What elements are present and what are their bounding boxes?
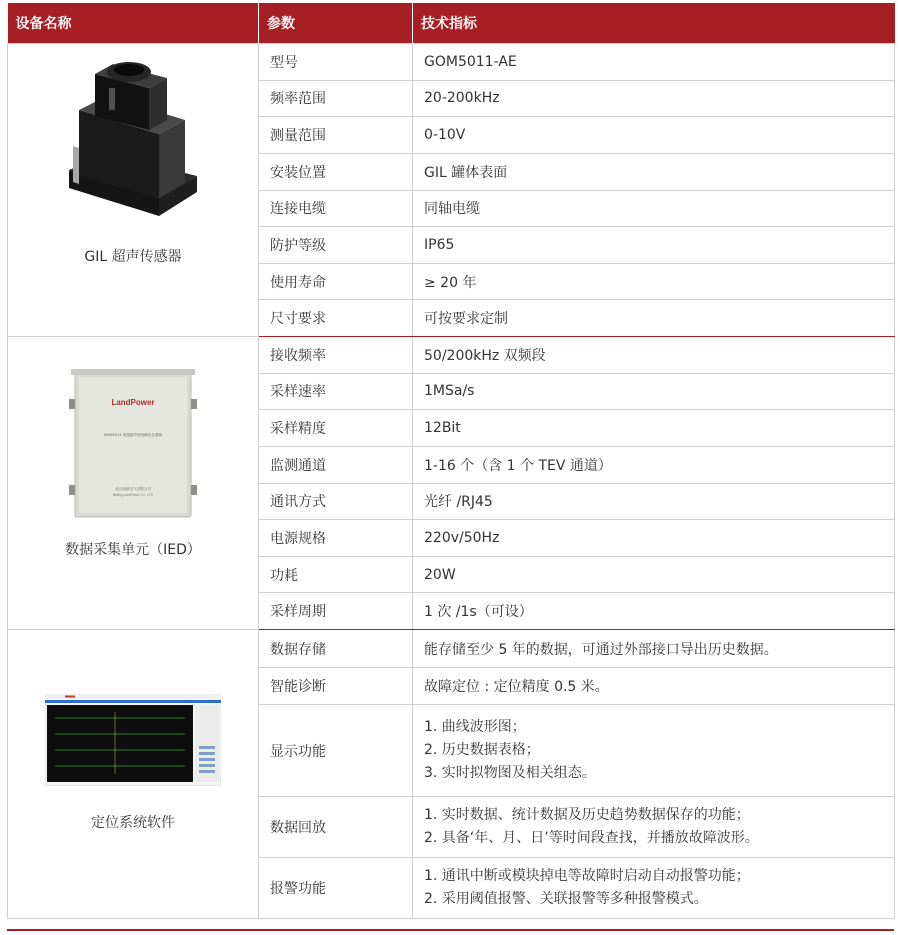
param-label: 接收频率 bbox=[259, 337, 413, 374]
param-label: 采样周期 bbox=[259, 593, 413, 630]
param-label: 频率范围 bbox=[259, 80, 413, 117]
param-value: 能存储至少 5 年的数据，可通过外部接口导出历史数据。 bbox=[413, 630, 895, 668]
device-name-ied: 数据采集单元（IED） bbox=[65, 542, 201, 558]
param-label: 采样速率 bbox=[259, 373, 413, 410]
cabinet-company: 北京朗德电气有限公司 bbox=[115, 487, 151, 491]
device-name-software: 定位系统软件 bbox=[91, 815, 175, 831]
param-value: 20-200kHz bbox=[413, 80, 895, 117]
device-cell-sensor bbox=[8, 44, 259, 337]
device-cell-ied bbox=[8, 337, 259, 630]
param-label: 防护等级 bbox=[259, 227, 413, 264]
software-screenshot-image bbox=[45, 694, 221, 786]
param-value: GOM5011-AE bbox=[413, 44, 895, 81]
param-label: 测量范围 bbox=[259, 117, 413, 154]
ultrasonic-sensor-image bbox=[63, 58, 203, 230]
param-label: 使用寿命 bbox=[259, 263, 413, 300]
header-spec: 技术指标 bbox=[413, 3, 895, 44]
bottom-divider bbox=[7, 929, 894, 931]
param-label: 电源规格 bbox=[259, 520, 413, 557]
param-value-line: 1. 通讯中断或模块掉电等故障时启动自动报警功能； bbox=[424, 868, 750, 885]
param-value: GIL 罐体表面 bbox=[413, 153, 895, 190]
param-value: ≥ 20 年 bbox=[413, 263, 895, 300]
param-value-line: 3. 实时拟物图及相关组态。 bbox=[424, 765, 596, 782]
spec-table bbox=[7, 3, 895, 919]
param-value-line: 2. 采用阈值报警、关联报警等多种报警模式。 bbox=[424, 891, 708, 908]
table-row bbox=[8, 44, 895, 81]
cabinet-brand: LandPower bbox=[111, 398, 155, 407]
param-label: 采样精度 bbox=[259, 410, 413, 447]
param-value bbox=[413, 705, 895, 797]
param-label: 报警功能 bbox=[259, 858, 413, 919]
param-value: 1MSa/s bbox=[413, 373, 895, 410]
param-value bbox=[413, 797, 895, 858]
param-label: 型号 bbox=[259, 44, 413, 81]
table-row bbox=[8, 337, 895, 374]
param-value: 220v/50Hz bbox=[413, 520, 895, 557]
table-header bbox=[8, 3, 895, 44]
param-value: 1 次 /1s（可设） bbox=[413, 593, 895, 630]
param-value: 1-16 个（含 1 个 TEV 通道） bbox=[413, 446, 895, 483]
param-label: 数据回放 bbox=[259, 797, 413, 858]
cabinet-company-en: Beijing LandPower Co., LTD bbox=[113, 493, 153, 497]
param-label: 尺寸要求 bbox=[259, 300, 413, 337]
param-label: 监测通道 bbox=[259, 446, 413, 483]
param-label: 连接电缆 bbox=[259, 190, 413, 227]
ied-cabinet-image bbox=[67, 369, 199, 521]
device-cell-software bbox=[8, 630, 259, 919]
param-value-line: 1. 实时数据、统计数据及历史趋势数据保存的功能； bbox=[424, 807, 750, 824]
header-device-name: 设备名称 bbox=[8, 3, 259, 44]
param-label: 功耗 bbox=[259, 556, 413, 593]
param-label: 显示功能 bbox=[259, 705, 413, 797]
param-value: 光纤 /RJ45 bbox=[413, 483, 895, 520]
header-param: 参数 bbox=[259, 3, 413, 44]
table-row bbox=[8, 630, 895, 668]
param-label: 智能诊断 bbox=[259, 668, 413, 705]
param-value: 同轴电缆 bbox=[413, 190, 895, 227]
cabinet-title: GOM5011 电缆超声波故障定位系统 bbox=[103, 433, 163, 437]
param-value-line: 1. 曲线波形图； bbox=[424, 719, 526, 736]
param-value: 故障定位 : 定位精度 0.5 米。 bbox=[413, 668, 895, 705]
param-value: 12Bit bbox=[413, 410, 895, 447]
device-name-sensor: GIL 超声传感器 bbox=[84, 249, 182, 265]
param-value-line: 2. 具备‘年、月、日’等时间段查找，并播放故障波形。 bbox=[424, 830, 759, 847]
param-value: 可按要求定制 bbox=[413, 300, 895, 337]
param-value: IP65 bbox=[413, 227, 895, 264]
param-value: 0-10V bbox=[413, 117, 895, 154]
param-value bbox=[413, 858, 895, 919]
param-label: 安装位置 bbox=[259, 153, 413, 190]
param-value-line: 2. 历史数据表格； bbox=[424, 742, 540, 759]
param-value: 20W bbox=[413, 556, 895, 593]
param-value: 50/200kHz 双频段 bbox=[413, 337, 895, 374]
param-label: 数据存储 bbox=[259, 630, 413, 668]
param-label: 通讯方式 bbox=[259, 483, 413, 520]
